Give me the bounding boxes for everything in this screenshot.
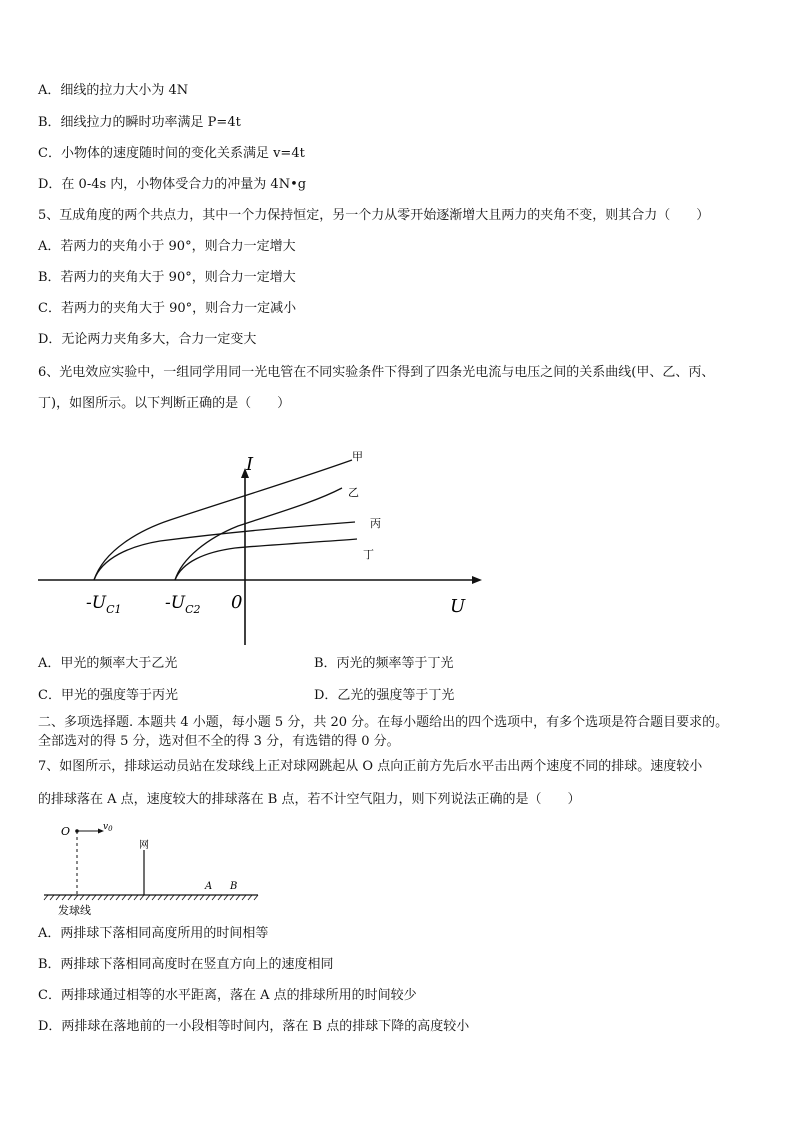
origin-label: 0 <box>231 592 243 613</box>
q4-option-b: B．细线拉力的瞬时功率满足 P=4t <box>38 115 241 130</box>
q5-option-d: D．无论两力夹角多大，合力一定变大 <box>38 332 257 347</box>
volleyball-serve-figure <box>40 818 270 918</box>
uc1-label: $-U_{C1}$ <box>86 593 122 616</box>
curve-label-bing: 丙 <box>370 517 381 530</box>
q5-stem: 5、互成角度的两个共点力，其中一个力保持恒定，另一个力从零开始逐渐增大且两力的夹角不变，则其合力（ ） <box>38 208 710 223</box>
point-a-label: A <box>205 881 213 892</box>
point-o-label: O <box>61 825 71 838</box>
curve-jia <box>94 460 352 580</box>
serve-line-label: 发球线 <box>58 904 91 917</box>
curve-yi <box>175 488 342 580</box>
q6-stem-line2: 丁)，如图所示。以下判断正确的是（ ） <box>38 396 291 411</box>
q4-option-a: A．细线的拉力大小为 4N <box>38 83 189 98</box>
i-axis-label: I <box>246 454 254 475</box>
q6-option-d: D．乙光的强度等于丁光 <box>314 688 455 703</box>
uc2-label: $-U_{C2}$ <box>165 593 201 616</box>
u-axis-label: U <box>450 596 466 617</box>
q5-option-c: C．若两力的夹角大于 90°，则合力一定减小 <box>38 301 297 316</box>
q4-option-d: D．在 0-4s 内，小物体受合力的冲量为 4N•g <box>38 177 307 192</box>
q4-option-c: C．小物体的速度随时间的变化关系满足 v=4t <box>38 146 305 161</box>
q5-option-a: A．若两力的夹角小于 90°，则合力一定增大 <box>38 239 296 254</box>
photoelectric-iu-figure <box>30 440 500 655</box>
curve-label-jia: 甲 <box>352 450 363 463</box>
q6-option-a: A．甲光的频率大于乙光 <box>38 656 178 671</box>
q6-stem-line1: 6、光电效应实验中，一组同学用同一光电管在不同实验条件下得到了四条光电流与电压之间的关系曲线(甲、乙、丙、 <box>38 365 715 380</box>
velocity-label: $v_0$ <box>103 822 113 833</box>
q5-option-b: B．若两力的夹角大于 90°，则合力一定增大 <box>38 270 296 285</box>
section2-line2: 全部选对的得 5 分，选对但不全的得 3 分，有选错的得 0 分。 <box>38 734 400 749</box>
ground-hatching <box>44 895 258 900</box>
net-label: 网 <box>139 840 149 851</box>
q7-option-a: A．两排球下落相同高度所用的时间相等 <box>38 926 269 941</box>
section2-line1: 二、多项选择题. 本题共 4 小题，每小题 5 分，共 20 分。在每小题给出的四个选项中，有多个选项是符合题目要求的。 <box>38 715 729 730</box>
u-axis-arrow <box>472 576 482 584</box>
curve-bing <box>94 522 355 580</box>
q7-stem-line2: 的排球落在 A 点，速度较大的排球落在 B 点，若不计空气阻力，则下列说法正确的是（ ） <box>38 792 581 807</box>
curve-label-yi: 乙 <box>348 486 359 499</box>
q7-option-c: C．两排球通过相等的水平距离，落在 A 点的排球所用的时间较少 <box>38 988 417 1003</box>
q6-option-b: B．丙光的频率等于丁光 <box>314 656 454 671</box>
q7-option-b: B．两排球下落相同高度时在竖直方向上的速度相同 <box>38 957 334 972</box>
curve-label-ding: 丁 <box>363 548 374 561</box>
point-b-label: B <box>230 881 238 892</box>
q7-option-d: D．两排球在落地前的一小段相等时间内，落在 B 点的排球下降的高度较小 <box>38 1019 470 1034</box>
q7-stem-line1: 7、如图所示，排球运动员站在发球线上正对球网跳起从 O 点向正前方先后水平击出两个速度不同的排球。速度较小 <box>38 759 703 774</box>
q6-option-c: C．甲光的强度等于丙光 <box>38 688 178 703</box>
